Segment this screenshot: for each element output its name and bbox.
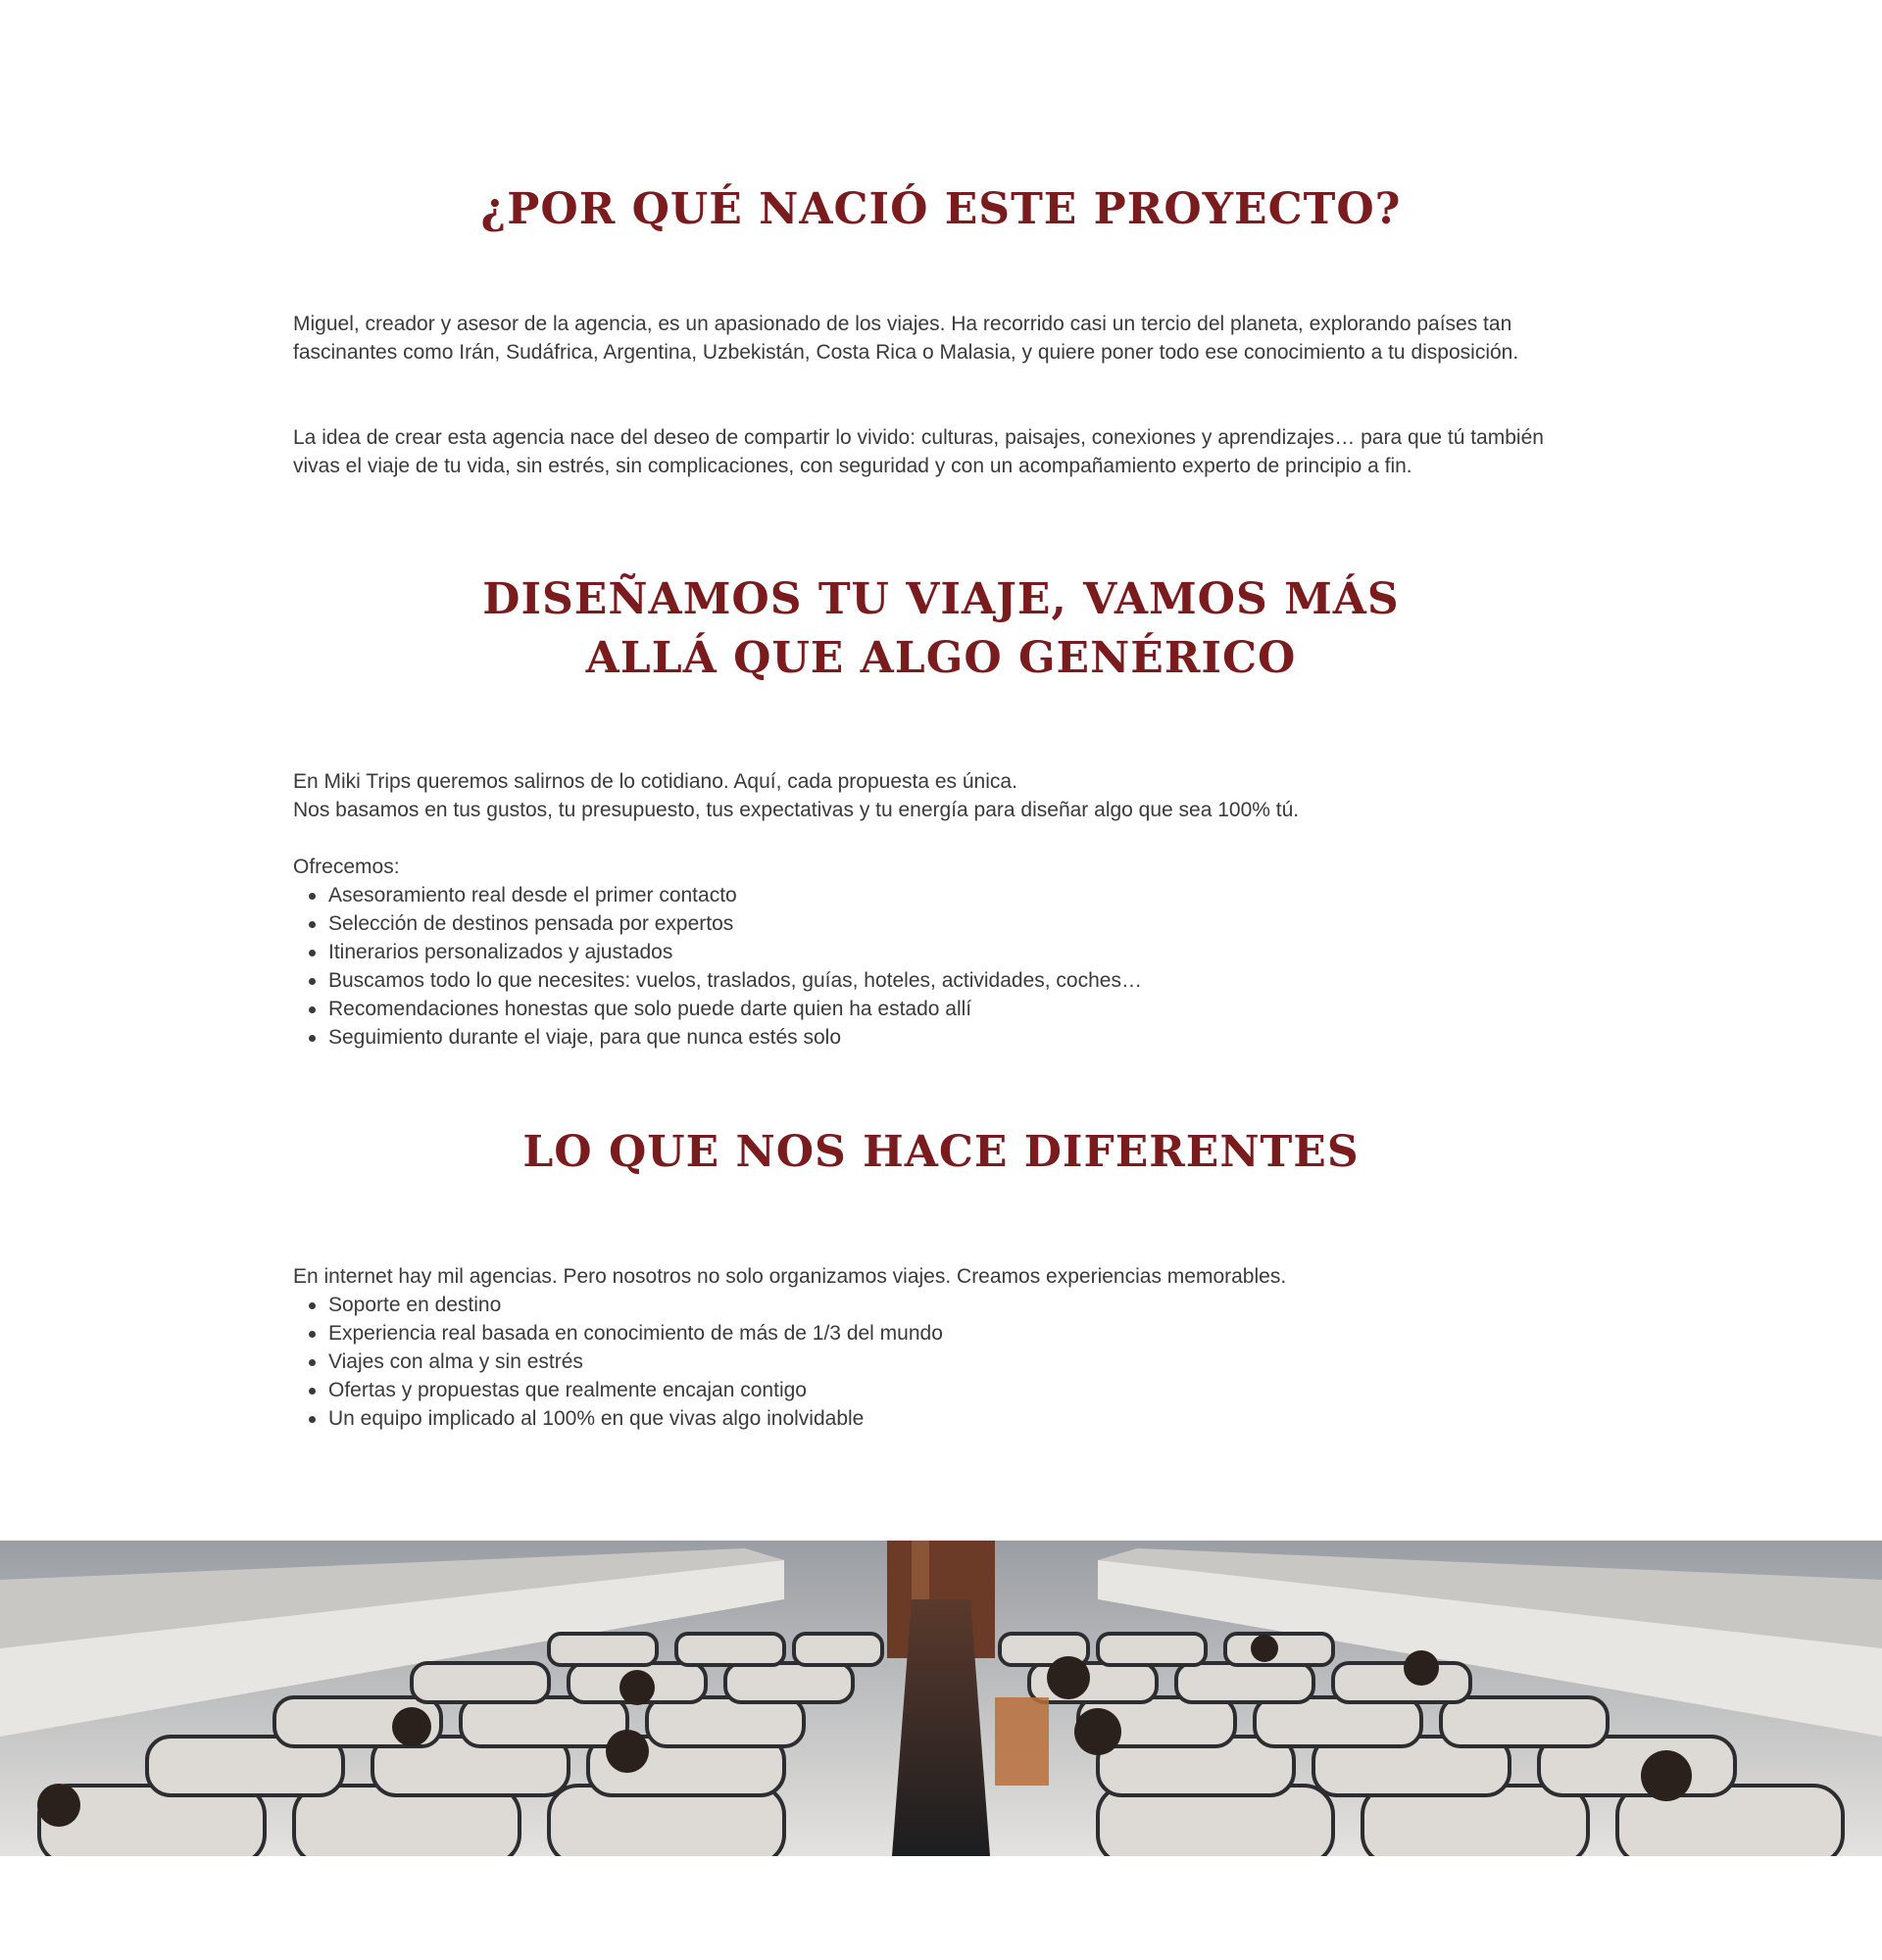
list-item: Un equipo implicado al 100% en que vivas algo inolvidable [328,1404,1589,1433]
origin-paragraph-1 [293,310,1589,367]
offer-label: Ofrecemos: [293,856,400,878]
airplane-cabin-image [0,1541,1882,1856]
list-item: Ofertas y propuestas que realmente encajan contigo [328,1376,1589,1404]
different-body [293,1262,1589,1433]
differences-list [293,1291,1589,1433]
list-item: Selección de destinos pensada por expertos [328,909,1589,938]
section-title-different: LO QUE NOS HACE DIFERENTES [522,1127,1360,1177]
list-item: Experiencia real basada en conocimiento de más de 1/3 del mundo [328,1319,1589,1348]
section-title-origin: ¿POR QUÉ NACIÓ ESTE PROYECTO? [480,184,1402,234]
list-item: Buscamos todo lo que necesites: vuelos, traslados, guías, hoteles, actividades, coches… [328,966,1589,995]
list-item: Seguimiento durante el viaje, para que nunca estés solo [328,1023,1589,1052]
different-intro: En internet hay mil agencias. Pero nosotros no solo organizamos viajes. Creamos experiencias memorables. [293,1265,1287,1288]
list-item: Asesoramiento real desde el primer contacto [328,881,1589,909]
origin-text-2: La idea de crear esta agencia nace del deseo de compartir lo vivido: culturas, paisajes, conexiones y aprendizajes… para que tú también vivas el viaje de tu vida, sin estrés, sin complicaciones, con seguridad y con un acompañamiento experto de principio a fin. [293,426,1544,477]
offers-list [293,881,1589,1052]
list-item: Soporte en destino [328,1291,1589,1319]
design-intro-line2: Nos basamos en tus gustos, tu presupuesto, tus expectativas y tu energía para diseñar algo que sea 100% tú. [293,799,1300,821]
design-intro-line1: En Miki Trips queremos salirnos de lo cotidiano. Aquí, cada propuesta es única. [293,770,1017,793]
section-title-design-line2: ALLÁ QUE ALGO GENÉRICO [585,633,1297,683]
design-body [293,767,1589,1052]
section-title-design [293,570,1589,688]
list-item: Recomendaciones honestas que solo puede darte quien ha estado allí [328,995,1589,1023]
list-item: Viajes con alma y sin estrés [328,1348,1589,1376]
origin-text-1: Miguel, creador y asesor de la agencia, es un apasionado de los viajes. Ha recorrido casi un tercio del planeta, explorando países tan fascinantes como Irán, Sudáfrica, Argentina, Uzbekistán, Costa Rica o Malasia, y quiere poner todo ese conocimiento a tu disposición. [293,313,1519,364]
list-item: Itinerarios personalizados y ajustados [328,938,1589,966]
airplane-cabin-banner [0,1541,1882,1856]
origin-paragraph-2 [293,423,1589,480]
section-title-design-line1: DISEÑAMOS TU VIAJE, VAMOS MÁS [482,574,1400,624]
